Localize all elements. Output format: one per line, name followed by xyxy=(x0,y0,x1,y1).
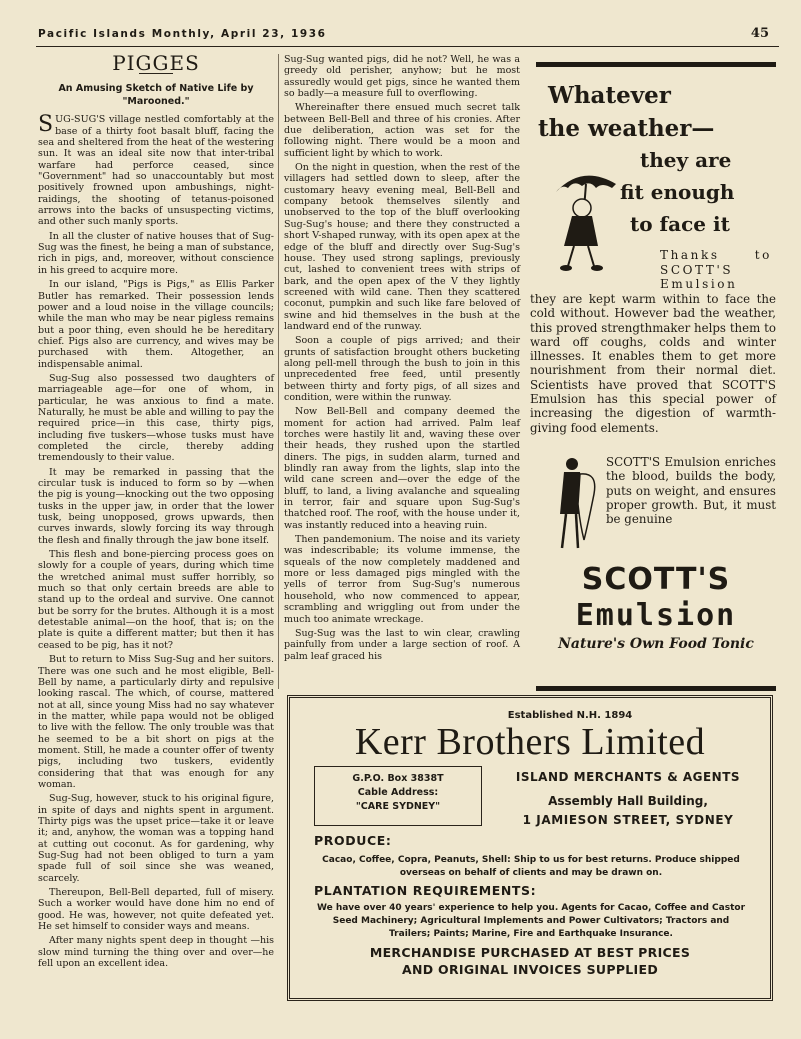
cable-label: Cable Address: xyxy=(357,787,439,798)
merchants-line: ISLAND MERCHANTS & AGENTS xyxy=(515,770,741,784)
ad-headline-3: they are xyxy=(640,148,732,172)
paragraph: In all the cluster of native houses that of Sug-Sug was the finest, he being a man of substance, rich in pigs, and, moreover, without conscience in his greed to acquire more. xyxy=(38,230,274,276)
ad-headline-2: the weather— xyxy=(538,115,715,142)
ad-body-text-2: SCOTT'S Emulsion enriches the blood, builds the body, puts on weight, and ensures proper growth. But, it must be genuine xyxy=(606,455,776,527)
paragraph: Now Bell-Bell and company deemed the moment for action had arrived. Palm leaf torches were hastily lit and, waving these over their heads, they rushed upon the startled diners. The pigs, in sudden alarm, turned and blindly ran away from the lights, slap into the wild cane screen and—over the edge of the bluff, to land, a living avalanche and squealing in terror, fair and square upon Sug-Sug's thatched roof. The roof, with the house under it, was instantly reduced into a heaving ruin. xyxy=(284,406,520,531)
company-address xyxy=(506,770,750,827)
ad-thanks-line: Thanks to SCOTT'S Emulsion xyxy=(660,248,772,291)
established-line: Established N.H. 1894 xyxy=(507,710,633,721)
paragraph: Sug-Sug also possessed two daughters of marriageable age—for one of whom, in particular, he was anxious to find a mate. Naturally, he must be able and willing to pay the required price—in this case, thirty pigs, including five tuskers—whose tusks must have completed the circle, thereby adding tremendously to their value. xyxy=(38,372,274,464)
kerr-brothers-ad xyxy=(287,695,773,1001)
paragraph: Then pandemonium. The noise and its variety was indescribable; its volume immense, the squeals of the now completely maddened and more or less damaged pigs mingled with the yells of terror from Sug-Sug's numerous household, who now commenced to appear, scrambling and wriggling out from under the much too animate wreckage. xyxy=(284,534,520,625)
plantation-heading: PLANTATION REQUIREMENTS: xyxy=(314,883,537,898)
plantation-text: We have over 40 years' experience to help you. Agents for Cacao, Coffee and Castor Seed Machinery; Agricultural Implements and Power Cultivators; Tractors and Trailers; Paints; Marine, Fire and Earthquake Insurance. xyxy=(316,903,746,939)
ad-brand-scotts: SCOTT'S xyxy=(581,562,731,597)
paragraph: On the night in question, when the rest of the villagers had settled down to sleep, after the customary heavy evening meal, Bell-Bell and company betook themselves silently and unobserved to the top of the bluff overlooking Sug-Sug's house; and there they constructed a short V-shaped runway, with its open apex at the edge of the bluff and directly over Sug-Sug's house. They used strong saplings, previously cut, lashed to convenient trees with strips of bark, and the open apex of the V they lightly screened with wild cane. Then they scattered coconut, pumpkin and such like fare beloved of swine and hid themselves in the bush at the landward end of the runway. xyxy=(284,162,520,332)
paragraph: Whereinafter there ensued much secret talk between Bell-Bell and three of his cronies. After due deliberation, action was set for the following night. There would be a moon and sufficient light by which to work. xyxy=(284,102,520,159)
paragraph: But to return to Miss Sug-Sug and her suitors. There was one such and he most eligible, Bell-Bell by name, a particularly dirty and repulsive looking rascal. The which, of course, mattered not at all, since young Miss had no say whatever in the matter, while papa would not be obliged to live with the fellow. The only trouble was that he seemed to be a bit short on pigs at the moment. Still, he made a counter offer of twenty pigs, including two tuskers, evidently considering that that was enough for any woman. xyxy=(38,654,274,790)
umbrella-child-illustration xyxy=(552,162,622,274)
ad-brand-emulsion: Emulsion xyxy=(575,598,737,633)
paragraph: This flesh and bone-piercing process goes on slowly for a couple of years, during which time the wretched animal must suffer horribly, so much so that only certain breeds are able to stand up to the ordeal and survive. One cannot but be sorry for the brutes. Although it is a most detestable animal—on the hoof, that is; on the plate is quite a different matter; but then it has ceased to be pig, has it not? xyxy=(38,549,274,651)
address-line-2: 1 JAMIESON STREET, SYDNEY xyxy=(522,813,734,827)
column-divider xyxy=(278,54,279,689)
header-rule xyxy=(36,46,779,47)
paragraph: Sug-Sug wanted pigs, did he not? Well, he was a greedy old perisher, anyhow; but he most assuredly would get pigs, since he wanted them so badly—a measure full to overflowing. xyxy=(284,54,520,100)
contact-box xyxy=(314,766,482,826)
fisherman-cod-icon xyxy=(544,454,604,554)
paragraph: Sug-Sug, however, stuck to his original figure, in spite of days and nights spent in argument. Thirty pigs was the upset price—take it or leave it; and, anyhow, the woman was a topping hand at cutting out coconut. As for gardening, why Sug-Sug had not been obliged to turn a yam spade full of soil since she was weaned, scarcely. xyxy=(38,793,274,884)
ad-bottom-bar xyxy=(536,686,776,691)
produce-heading: PRODUCE: xyxy=(314,833,392,848)
merchandise-banner xyxy=(290,944,770,978)
paragraph: Soon a couple of pigs arrived; and their grunts of satisfaction brought others bucketing along pell-mell through the bush to join in this unprecedented free feed, until presently between thirty and forty pigs, of all sizes and condition, were within the runway. xyxy=(284,335,520,403)
paragraph: After many nights spent deep in thought —his slow mind turning the thing over and over—he fell upon an excellent idea. xyxy=(38,935,274,970)
ad-headline-5: to face it xyxy=(630,212,730,236)
company-name: Kerr Brothers Limited xyxy=(354,721,706,763)
ad-headline-4: fit enough xyxy=(620,180,735,204)
paragraph: Thereupon, Bell-Bell departed, full of misery. Such a worker would have done him no end of good. He was, however, not quite defeated yet. He set himself to consider ways and means. xyxy=(38,887,274,933)
paragraph: In our island, "Pigs is Pigs," as Ellis Parker Butler has remarked. Their possession lends power and a loud noise in the village councils; while the man who may be near pigless remains but a poor thing, even should he be hereditary chief. Pigs also are currency, and wives may be purchased with them. Altogether, an indispensable animal. xyxy=(38,279,274,370)
article-column-1 xyxy=(38,51,274,972)
page-header xyxy=(38,26,777,46)
ad-headline-1: Whatever xyxy=(548,82,671,109)
paragraph: It may be remarked in passing that the circular tusk is induced to form so by —when the pig is young—knocking out the two opposing tusks in the upper jaw, in order that the lower tusk, being unopposed, grows upwards, then curves inwards, slowly forcing its way through the flesh and finally through the jaw bone itself. xyxy=(38,466,274,546)
cable-address: "CARE SYDNEY" xyxy=(355,801,441,812)
scotts-emulsion-ad xyxy=(530,62,776,692)
masthead: Pacific Islands Monthly, April 23, 1936 xyxy=(38,28,327,40)
produce-text: Cacao, Coffee, Copra, Peanuts, Shell: Ship to us for best returns. Produce shipped overseas on behalf of clients and may be drawn on. xyxy=(322,855,740,878)
ad-top-bar xyxy=(536,62,776,67)
ad-tagline: Nature's Own Food Tonic xyxy=(558,636,754,652)
merchandise-line-1: MERCHANDISE PURCHASED AT BEST PRICES xyxy=(369,945,691,960)
paragraph: Sug-Sug was the last to win clear, crawling painfully from under a large section of roof. A palm leaf graced his xyxy=(284,627,520,662)
article-column-2 xyxy=(284,54,520,665)
article-title: PIGGES xyxy=(112,51,200,75)
article-subtitle: An Amusing Sketch of Native Life by "Marooned." xyxy=(58,83,254,108)
address-line-1: Assembly Hall Building, xyxy=(548,794,708,808)
paragraph: SUG-SUG'S village nestled comfortably at the base of a thirty foot basalt bluff, facing the sea and sheltered from the heat of the westering sun. It was an ideal site now that inter-tribal warfare had perforce ceased, since "Government" had so unaccountably but most positively frowned upon ambushings, night-raidings, the shooting of tetanus-poisoned arrows into the backs of unsuspecting victims, and other such manly sports. xyxy=(38,112,274,228)
merchandise-line-2: AND ORIGINAL INVOICES SUPPLIED xyxy=(401,962,659,977)
page-number: 45 xyxy=(750,26,769,41)
ad-body-text: they are kept warm within to face the cold without. However bad the weather, this proved strengthmaker helps them to ward off coughs, colds and winter illnesses. It enables them to get more nourishment from their normal diet. Scientists have proved that SCOTT'S Emulsion has this special power of increasing the digestion of warmth-giving food elements. xyxy=(530,292,776,435)
po-box: G.P.O. Box 3838T xyxy=(352,773,444,784)
